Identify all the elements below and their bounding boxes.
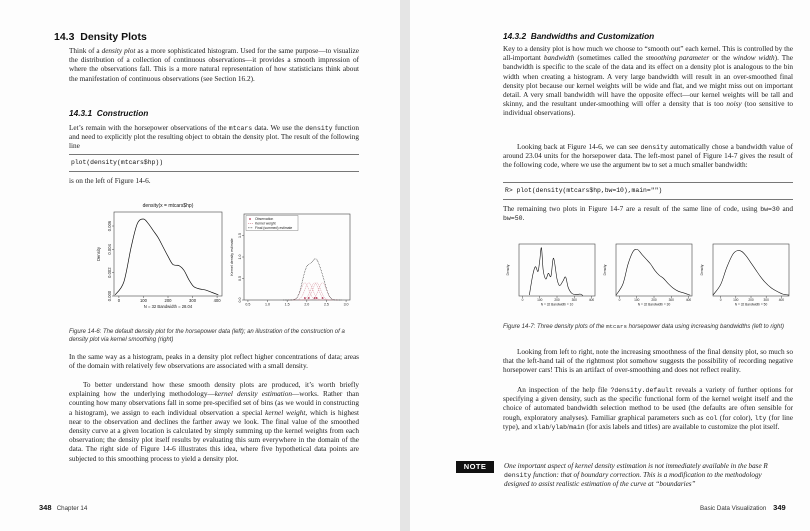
y-tick-label: 0.0 xyxy=(238,297,242,303)
construction-paragraph: Let’s remain with the horsepower observations of the mtcars data. We use the density function and need to explicitly plot the resulting object to obtain the density plot. The result of the following line xyxy=(69,124,359,151)
figure-14-6-caption: Figure 14-6: The default density plot for the horsepower data (left); an illustration of the construction of a density plot via kernel smoothing (right) xyxy=(69,329,345,343)
bandwidth-paragraph: Key to a density plot is how much we choose to “smooth out” each kernel. This is controlled by the all-important bandwidth (sometimes called the smoothing parameter or the window width). The bandwidth is specific to the scale of the data and its effect on a density plot is analogous to the bin width when creating a histogram. A very large bandwidth will result in an over-smoothed final density plot because our kernel weights will be wide and flat, and we might miss out on important detail. A very small bandwidth will have the opposite effect—our kernel weights will be tall and skinny, and the resultant under-smoothing will offer a density that is too noisy (too sensitive to individual observations). xyxy=(503,45,793,118)
x-tick-label: 200 xyxy=(554,298,560,303)
x-tick-label: 2.0 xyxy=(304,302,310,307)
intro-paragraph: Think of a density plot as a more sophisticated histogram. Used for the same purpose—to visualize the distribution of a collection of continuous observations—it provides a smooth impression of where the observations fall. This is a more natural representation of how statisticians think about the manifestation of continuous observations (see Section 16.2). xyxy=(69,47,359,83)
note-badge: NOTE xyxy=(456,461,494,473)
x-tick-label: 1.5 xyxy=(284,302,290,307)
figure-14-7-caption: Figure 14-7: Three density plots of the mtcars horsepower data using increasing bandwidths (left to right) xyxy=(503,323,785,330)
x-axis-label: N = 32 Bandwidth = 30 xyxy=(637,302,671,307)
observation-point xyxy=(316,297,318,299)
y-tick-label: 0.000 xyxy=(107,290,112,302)
x-tick-label: 200 xyxy=(748,298,754,303)
code-rule-top-right xyxy=(503,182,793,183)
density-curve xyxy=(713,250,789,295)
x-tick-label: 300 xyxy=(763,298,769,303)
x-tick-label: 100 xyxy=(733,298,739,303)
plot-frame xyxy=(114,212,222,296)
code-rule-bottom-right xyxy=(503,199,793,200)
code-rule-bottom xyxy=(69,171,359,172)
code-block-right: R> plot(density(mtcars$hp,bw=10),main="") xyxy=(505,187,663,194)
y-tick-label: 1.0 xyxy=(238,254,242,260)
figure-14-7-chart-bw30 xyxy=(600,238,696,320)
footer-chapter: Chapter 14 xyxy=(56,505,88,512)
figure-14-7-chart-bw10 xyxy=(503,238,599,320)
section-title: Density Plots xyxy=(80,31,147,43)
x-tick-label: 400 xyxy=(213,298,221,304)
left-page xyxy=(0,0,400,531)
x-tick-label: 400 xyxy=(778,298,785,303)
chart-title: density(x = mtcars$hp) xyxy=(142,203,194,209)
x-tick-label: 0 xyxy=(117,298,121,304)
legend-label: Final (summed) estimate xyxy=(255,226,293,230)
y-axis-label: Kernel density estimate xyxy=(230,238,234,276)
page-number-right: 349 xyxy=(773,503,786,512)
peaks-paragraph: In the same way as a histogram, peaks in a density plot reflect higher concentrations of data; areas of the domain with relatively few observations are associated with a small density. xyxy=(69,353,359,371)
x-axis-label: N = 32 Bandwidth = 50 xyxy=(734,302,768,307)
observation-point xyxy=(304,297,306,299)
figure-14-7-chart-bw50 xyxy=(697,238,793,320)
kernel-paragraph: To better understand how these smooth density plots are produced, it’s worth briefly explaining how the underlying methodology—kernel density estimation—works. Rather than counting how many observations fall in some pre-specified set of bins (as we would in constructing a histogram), we assign to each individual observation a special kernel weight, which is highest near to the observation and declines the farther away we look. The final value of the smoothed density curve at a given location is calculated by simply summing up the kernel weights from each observation; the density plot itself results by evaluating this sum everywhere in the domain of the data. The right side of Figure 14-6 illustrates this idea, where five hypothetical data points are subjected to this smoothing process to yield a density plot. xyxy=(69,381,360,463)
legend-label: Kernel weight xyxy=(255,221,276,226)
footer-book-title: Basic Data Visualization xyxy=(700,505,767,512)
x-axis-label: N = 32 Bandwidth = 10 xyxy=(540,302,574,307)
y-tick-label: 0.006 xyxy=(107,220,112,232)
y-axis-label: Density xyxy=(96,247,101,261)
x-tick-label: 300 xyxy=(571,298,577,303)
right-page xyxy=(410,0,810,531)
after-code-text: is on the left of Figure 14-6. xyxy=(69,177,151,185)
density-curve xyxy=(616,249,690,295)
subsection-heading-bandwidths: 14.3.2 Bandwidths and Customization xyxy=(503,31,655,41)
x-tick-label: 0.5 xyxy=(245,302,251,307)
right-footer xyxy=(700,503,786,512)
smoothness-paragraph: Looking from left to right, note the increasing smoothness of the final density plot, so much so that the left-hand tail of the rightmost plot somehow suggests the possibility of recording negative horsepower cars! This is an artifact of over-smoothing and does not reflect reality. xyxy=(503,348,793,375)
help-file-paragraph: An inspection of the help file ?density.default reveals a variety of further options for specifying a given density, such as the specific functional form of the kernel weight itself and the choice of automated bandwidth selection method to be used (the defaults are often sensible for rough, exploratory analyses). Familiar graphical parameters such as col (for color), lty (for line type), and xlab/ylab/main (for axis labels and titles) are available to customize the plot itself. xyxy=(503,386,793,431)
observation-point xyxy=(314,297,316,299)
x-tick-label: 200 xyxy=(651,298,657,303)
observation-point xyxy=(308,297,310,299)
figure-14-6-left-chart xyxy=(88,198,228,324)
note-text: One important aspect of kernel density estimation is not immediately available in the base R density function: that of boundary correction. This is a modification to the methodology designed to assist realistic estimation of the curve at “boundaries” xyxy=(504,462,768,489)
subsection-heading-construction: 14.3.1 Construction xyxy=(69,108,149,118)
observation-point xyxy=(322,297,324,299)
x-tick-label: 400 xyxy=(588,298,595,303)
y-axis-label: Density xyxy=(700,264,704,276)
y-axis-label: Density xyxy=(506,264,510,276)
x-axis-label: N = 32 Bandwidth = 28.04 xyxy=(143,304,193,310)
summed-estimate-curve xyxy=(283,259,342,300)
left-footer xyxy=(39,503,87,512)
x-tick-label: 300 xyxy=(668,298,674,303)
x-tick-label: 300 xyxy=(189,298,197,304)
y-axis-label: Density xyxy=(603,264,607,276)
page-number-left: 348 xyxy=(39,503,52,512)
x-tick-label: 3.0 xyxy=(343,302,349,307)
x-tick-label: 400 xyxy=(685,298,692,303)
section-number: 14.3 xyxy=(54,31,75,43)
x-tick-label: 0 xyxy=(719,298,722,303)
lookback-paragraph: Looking back at Figure 14-6, we can see density automatically chose a bandwidth value of around 23.04 units for the horsepower data. The left-most panel of Figure 14-7 gives the result of the following code, where we use the argument bw to set a much smaller bandwidth: xyxy=(503,143,793,170)
density-curve xyxy=(115,219,218,295)
code-rule-top xyxy=(69,154,359,155)
x-tick-label: 100 xyxy=(634,298,640,303)
x-tick-label: 0 xyxy=(618,298,621,303)
x-tick-label: 100 xyxy=(139,298,147,304)
y-tick-label: 0.004 xyxy=(107,244,112,255)
section-heading xyxy=(54,31,147,43)
plot-frame xyxy=(713,244,789,296)
y-tick-label: 0.5 xyxy=(238,276,242,281)
x-tick-label: 200 xyxy=(164,298,172,304)
x-tick-label: 100 xyxy=(537,298,543,303)
x-tick-label: 2.5 xyxy=(323,302,329,307)
x-tick-label: 0 xyxy=(521,298,524,303)
density-curve xyxy=(529,248,583,296)
legend-marker xyxy=(249,218,251,220)
y-tick-label: 1.5 xyxy=(238,233,242,238)
remaining-plots-paragraph: The remaining two plots in Figure 14-7 are a result of the same line of code, using bw=30 and bw=50. xyxy=(503,205,794,223)
x-tick-label: 1.0 xyxy=(265,302,271,307)
plot-frame xyxy=(616,244,692,296)
y-tick-label: 0.002 xyxy=(107,267,112,278)
figure-14-6-right-chart xyxy=(226,210,356,318)
code-block: plot(density(mtcars$hp)) xyxy=(71,159,164,166)
legend-label: Observation xyxy=(255,217,274,222)
